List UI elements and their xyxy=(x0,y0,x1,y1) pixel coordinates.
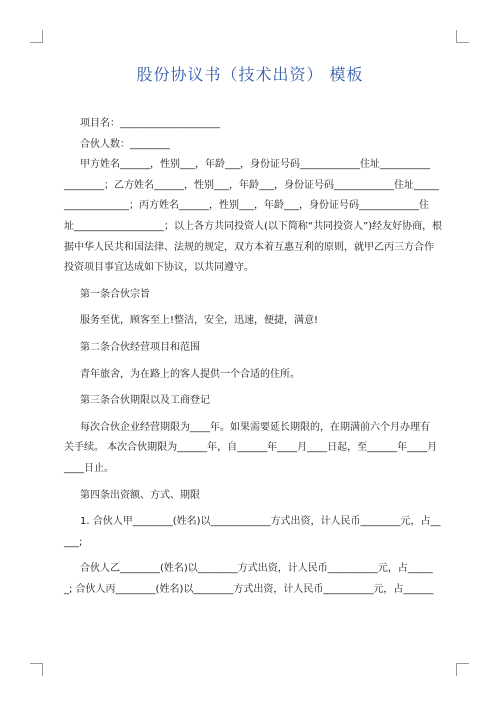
project-name-line: 项目名：____________________ xyxy=(80,118,220,129)
party-c-line: _____________；丙方姓名______，性别___，年龄___，身份证号码____________住 xyxy=(64,200,429,212)
crop-mark-top-left xyxy=(30,30,43,43)
crop-mark-bottom-right xyxy=(456,663,469,676)
intro-line-1: 址__________________；以上各方共同投资人(以下简称“共同投资人”)经友好协商，根 xyxy=(64,220,443,232)
article-4-heading: 第四条出资额、方式、期限 xyxy=(80,489,200,501)
party-a-line: 甲方姓名______，性别___，年龄___，身份证号码____________住址__________ xyxy=(80,159,430,171)
article-4-partner-c: _; 合伙人丙________(姓名)以________方式出资，计人民币__________元，占______ xyxy=(64,583,434,595)
article-1-heading: 第一条合伙宗旨 xyxy=(80,288,150,300)
article-4-item-1a: 1. 合伙人甲________(姓名)以____________方式出资，计人民币________元，占__ xyxy=(80,516,441,528)
article-4-item-1b: ___; xyxy=(64,536,83,548)
article-4-partner-b: 合伙人乙________(姓名)以________方式出资，计人民币__________元，占_____ xyxy=(80,563,433,575)
crop-mark-top-right xyxy=(456,30,469,43)
intro-line-2: 据中华人民共和国法律、法规的规定，双方本着互惠互利的原则，就甲乙丙三方合作 xyxy=(64,241,434,253)
document-title: 股份协议书（技术出资） 模板 xyxy=(136,65,364,84)
intro-line-3: 投资项目事宜达成如下协议，以共同遵守。 xyxy=(64,262,254,274)
article-3-text-3: ____日止。 xyxy=(64,462,114,474)
article-3-text-1: 每次合伙企业经营期限为____年。如果需要延长期限的，在期满前六个月办理有 xyxy=(80,421,430,433)
article-3-text-2: 关手续。 本次合伙期限为______年，自______年____月____日起，至______年____月 xyxy=(64,442,438,454)
article-3-heading: 第三条合伙期限以及工商登记 xyxy=(80,395,210,407)
document-body xyxy=(64,114,444,600)
article-2-text: 青年旅舍，为在路上的客人提供一个合适的住所。 xyxy=(80,368,300,380)
crop-mark-bottom-left xyxy=(30,663,43,676)
party-b-line: ________；乙方姓名______，性别___，年龄___，身份证号码____________住址_____ xyxy=(64,179,439,191)
partner-count-line: 合伙人数：________ xyxy=(80,138,170,150)
article-2-heading: 第二条合伙经营项目和范围 xyxy=(80,341,200,353)
article-1-text: 服务至优，顾客至上!整洁，安全，迅速，便捷，满意! xyxy=(80,315,319,327)
